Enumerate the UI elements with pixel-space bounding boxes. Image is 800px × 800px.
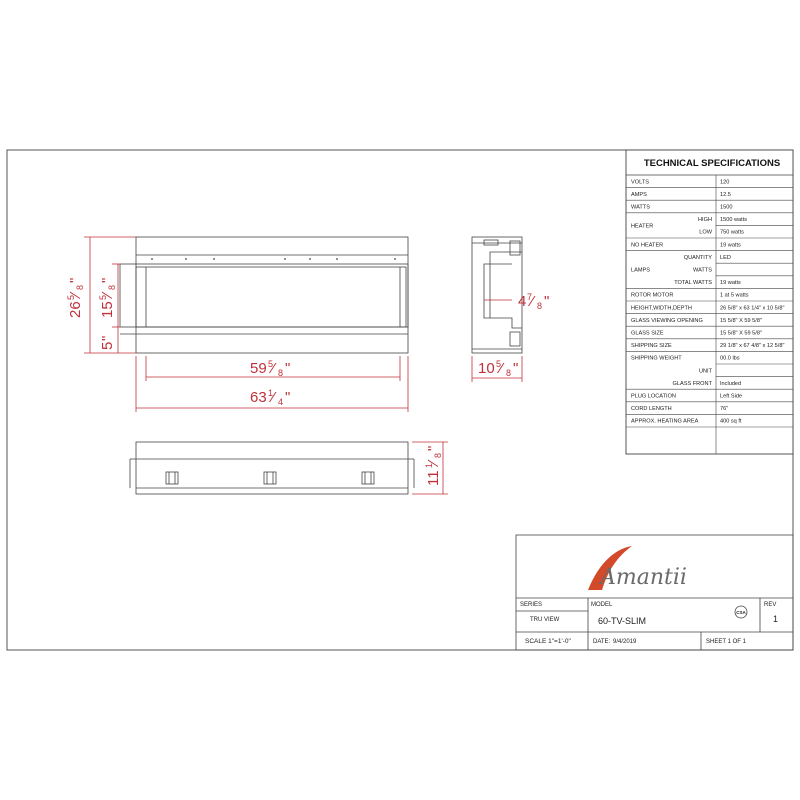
spec-value: 00.0 lbs [720, 355, 740, 362]
svg-text:5: 5 [496, 359, 502, 369]
svg-text:⁄: ⁄ [531, 293, 534, 310]
spec-value: 15 5/8" X 59 5/8" [720, 317, 762, 324]
spec-label: PLUG LOCATION [631, 393, 676, 400]
spec-value: 400 sq ft [720, 418, 742, 425]
title-block [516, 535, 793, 650]
svg-text:26: 26 [67, 301, 84, 318]
svg-text:7: 7 [527, 292, 533, 302]
dimension-top-depth-label [424, 446, 443, 486]
scale-text: SCALE 1"=1'-0" [525, 638, 571, 645]
dimension-glass-width-label [250, 359, 290, 378]
svg-text:5: 5 [268, 359, 274, 369]
spec-value: 1500 watts [720, 217, 748, 224]
svg-text:5: 5 [99, 341, 116, 350]
svg-text:8: 8 [506, 368, 512, 378]
sheet-number: SHEET 1 OF 1 [706, 639, 746, 645]
spec-label: GLASS SIZE [631, 330, 664, 337]
spec-label: WATTS [631, 204, 650, 211]
svg-text:11: 11 [425, 470, 442, 486]
svg-text:8: 8 [107, 284, 117, 290]
logo-wordmark: Amantii [600, 565, 687, 590]
svg-text:5: 5 [98, 294, 108, 300]
spec-sub-label: TOTAL WATTS [674, 280, 712, 287]
spec-value: 1 at 5 watts [720, 292, 749, 299]
svg-text:59: 59 [250, 360, 267, 377]
svg-text:10: 10 [478, 360, 495, 377]
svg-text:1: 1 [424, 462, 434, 468]
spec-value: 12.5 [720, 191, 731, 198]
svg-text:4: 4 [518, 293, 527, 310]
front-view-dimension-lines [84, 237, 408, 412]
svg-text:⁄: ⁄ [425, 461, 442, 464]
spec-value: 15 5/8" X 59 5/8" [720, 330, 762, 337]
svg-text:⁄: ⁄ [272, 389, 275, 406]
spec-sub-label: WATTS [693, 267, 712, 274]
svg-text:8: 8 [75, 284, 85, 290]
spec-value: 26 5/8" x 63 1/4" x 10 5/8" [720, 305, 785, 312]
svg-text:": " [67, 277, 84, 283]
date-value: 9/4/2019 [613, 639, 637, 645]
svg-text:⁄: ⁄ [67, 293, 84, 296]
spec-label: ROTOR MOTOR [631, 292, 674, 299]
spec-label: GLASS VIEWING OPENING [631, 317, 703, 324]
svg-text:": " [425, 445, 442, 451]
spec-label: VOLTS [631, 179, 649, 186]
svg-text:": " [544, 293, 550, 310]
svg-text:": " [99, 277, 116, 283]
spec-sub-label: UNIT [698, 368, 712, 375]
side-view [472, 237, 522, 353]
csa-icon [735, 606, 747, 618]
svg-text:⁄: ⁄ [500, 360, 503, 377]
rev-value: 1 [773, 614, 779, 624]
dimension-side-inset-label [518, 292, 549, 311]
spec-value: 76" [720, 406, 729, 413]
spec-value: 29 1/8" x 67 4/8" x 12 5/8" [720, 343, 785, 350]
svg-text:63: 63 [250, 389, 267, 406]
svg-text:": " [285, 360, 291, 377]
model-value: 60-TV-SLIM [598, 616, 647, 626]
spec-label: HEATER [631, 223, 654, 230]
spec-table-title: TECHNICAL SPECIFICATIONS [643, 158, 781, 169]
spec-table [626, 150, 793, 454]
dimension-depth-label [478, 359, 518, 378]
svg-text:": " [285, 389, 291, 406]
spec-value: Included [720, 380, 742, 387]
spec-value: 750 watts [720, 229, 744, 236]
series-value: TRU VIEW [530, 617, 560, 623]
date-label: DATE: [593, 639, 611, 645]
spec-label: SHIPPING SIZE [631, 343, 672, 350]
svg-text:⁄: ⁄ [272, 360, 275, 377]
spec-sub-label: LOW [699, 229, 712, 236]
svg-text:8: 8 [278, 368, 284, 378]
svg-text:": " [99, 335, 116, 341]
spec-sub-label: QUANTITY [683, 254, 712, 261]
dimension-bottom-offset-label [99, 336, 116, 350]
spec-value: 19 watts [720, 280, 741, 287]
spec-label: APPROX. HEATING AREA [631, 418, 699, 425]
spec-label: CORD LENGTH [631, 406, 672, 413]
rev-label: REV [764, 602, 777, 608]
svg-text:": " [513, 360, 519, 377]
spec-value: 120 [720, 179, 730, 186]
model-label: MODEL [591, 602, 613, 608]
svg-text:⁄: ⁄ [99, 293, 116, 296]
svg-text:4: 4 [278, 397, 284, 407]
dimension-width-label [250, 388, 290, 407]
top-view [130, 442, 414, 494]
svg-text:1: 1 [268, 388, 274, 398]
front-view-holes [151, 258, 396, 260]
spec-value: 19 watts [720, 242, 741, 249]
spec-sub-label: GLASS FRONT [672, 380, 712, 387]
spec-value: LED [720, 254, 731, 261]
svg-text:15: 15 [99, 301, 116, 318]
spec-value: 1500 [720, 204, 733, 211]
dimension-height-label [66, 278, 85, 318]
dimension-glass-height-label [98, 278, 117, 318]
svg-text:5: 5 [66, 294, 76, 300]
spec-value: Left Side [720, 393, 743, 400]
series-label: SERIES [520, 602, 543, 608]
front-view [120, 237, 408, 353]
svg-text:8: 8 [433, 452, 443, 458]
spec-label: NO HEATER [631, 242, 664, 249]
svg-text:CSA: CSA [736, 610, 746, 615]
spec-label: AMPS [631, 191, 647, 198]
svg-text:8: 8 [537, 301, 543, 311]
spec-label: SHIPPING WEIGHT [631, 355, 682, 362]
spec-label: LAMPS [631, 267, 650, 274]
brand-logo [588, 546, 687, 590]
spec-sub-label: HIGH [698, 217, 712, 224]
spec-label: HEIGHT,WIDTH,DEPTH [631, 305, 692, 312]
